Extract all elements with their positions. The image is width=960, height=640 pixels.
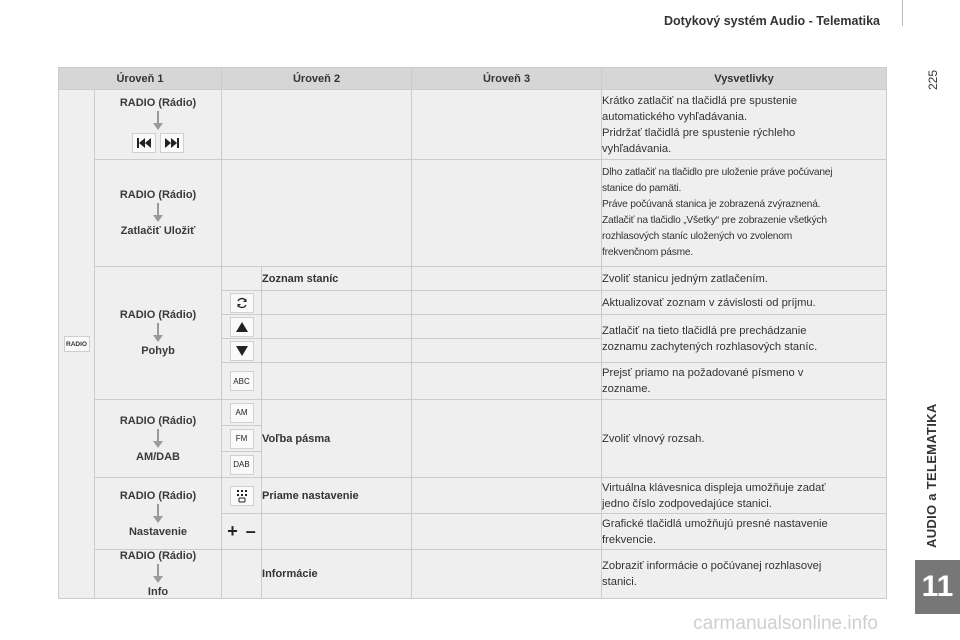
arrow-down-icon [153, 203, 163, 223]
chapter-badge: 11 [915, 560, 960, 614]
col-header-level1: Úroveň 1 [59, 68, 222, 90]
level1-cell [59, 90, 95, 599]
skip-back-icon[interactable] [132, 133, 156, 153]
level2-cell [95, 90, 222, 160]
keypad-icon[interactable] [230, 486, 254, 506]
col-header-notes: Vysvetlivky [602, 68, 887, 90]
table-row: RADIO (Rádio) Info Informácie Zobraziť informácie o počúvanej rozhlasovej stanici. [59, 550, 887, 599]
refresh-icon[interactable] [230, 293, 254, 313]
menu-table [58, 67, 887, 599]
fm-band-button[interactable]: FM [230, 429, 254, 449]
seek-buttons [95, 133, 221, 153]
table-row: Zatlačiť na tieto tlačidlá pre prechádzanie zoznamu zachytených rozhlasových staníc. [59, 315, 887, 339]
table-row: RADIO (Rádio) AM/DAB AM Voľba pásma Zvoliť vlnový rozsah. [59, 400, 887, 426]
level3-label: Priame nastavenie [262, 478, 412, 514]
level2-cell: RADIO (Rádio) Pohyb [95, 267, 222, 400]
level3-label: Voľba pásma [262, 400, 412, 478]
level2-cell: RADIO (Rádio) Nastavenie [95, 478, 222, 550]
arrow-down-icon [153, 111, 163, 131]
col-header-level3: Úroveň 3 [412, 68, 602, 90]
radio-icon: RADIO [64, 336, 90, 352]
level3-label: Zoznam staníc [262, 267, 412, 291]
level2-cell: RADIO (Rádio) AM/DAB [95, 400, 222, 478]
table-row: Aktualizovať zoznam v závislosti od príjmu. [59, 291, 887, 315]
am-band-button[interactable]: AM [230, 403, 254, 423]
arrow-down-icon [153, 429, 163, 449]
plus-button[interactable]: + [227, 521, 238, 541]
table-header-row [59, 68, 887, 90]
dab-band-button[interactable]: DAB [230, 455, 254, 475]
description-cell: Krátko zatlačiť na tlačidlá pre spustenie automatického vyhľadávania. Pridržať tlačidlá pre spustenie rýchleho vyhľadávania. [602, 90, 887, 160]
watermark: carmanualsonline.info [693, 613, 878, 634]
arrow-down-icon [153, 323, 163, 343]
table-row: RADIO (Rádio) Nastavenie Priame nastavenie Virtuálna klávesnica displeja umožňuje zadať jedno číslo zodpovedajúce stanici. [59, 478, 887, 514]
level2-cell: RADIO (Rádio) Zatlačiť Uložiť [95, 160, 222, 267]
table-row [59, 160, 887, 267]
description-cell: Dlho zatlačiť na tlačidlo pre uloženie práve počúvanej stanice do pamäti. Práve počúvaná stanica je zobrazená zvýraznená. Zatlačiť na tlačidlo „Všetky“ pre zobrazenie všetkých rozhlasových staníc uložených vo zvolenom frekvenčnom pásme. [602, 160, 887, 267]
arrow-down-icon [153, 564, 163, 584]
skip-forward-icon[interactable] [160, 133, 184, 153]
col-header-level2: Úroveň 2 [222, 68, 412, 90]
arrow-down-icon [153, 504, 163, 524]
minus-button[interactable]: – [245, 521, 256, 541]
level3-label: Informácie [262, 550, 412, 599]
header-divider [902, 0, 903, 26]
abc-index-icon[interactable]: ABC [230, 371, 254, 391]
table-row: RADIO (Rádio) Pohyb Zoznam staníc Zvoliť stanicu jedným zatlačením. [59, 267, 887, 291]
table-row: + – Grafické tlačidlá umožňujú presné nastavenie frekvencie. [59, 514, 887, 550]
arrow-up-icon[interactable] [230, 317, 254, 337]
level2-label: RADIO (Rádio) [119, 96, 197, 109]
level2-cell: RADIO (Rádio) Info [95, 550, 222, 599]
table-row [59, 90, 887, 160]
arrow-down-icon[interactable] [230, 341, 254, 361]
page-number: 225 [926, 69, 940, 90]
side-section-label: AUDIO a TELEMATIKA [924, 403, 939, 548]
header-title: Dotykový systém Audio - Telematika [663, 14, 880, 28]
plus-minus-buttons [222, 521, 261, 542]
table-row: ABC Prejsť priamo na požadované písmeno v zozname. [59, 363, 887, 400]
